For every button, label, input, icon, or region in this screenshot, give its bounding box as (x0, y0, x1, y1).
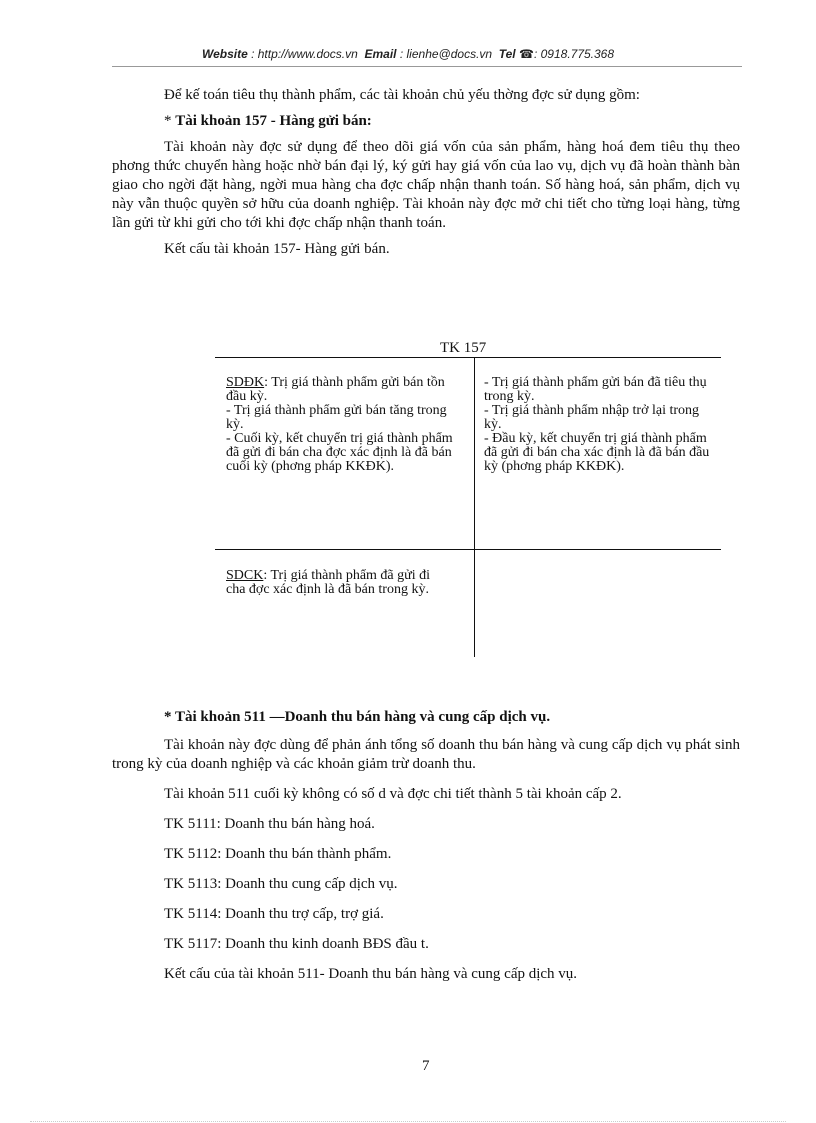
t-account-top-line (215, 357, 721, 358)
t-account-balance-line (215, 549, 721, 550)
credit-sold: - Trị giá thành phẩm gửi bán đã tiêu thụ trong kỳ. (484, 375, 707, 404)
tk157-heading-text: Tài khoản 157 - Hàng gửi bán: (175, 113, 372, 129)
tk511-body: Tài khoản này đợc dùng để phản ánh tổng số doanh thu bán hàng và cung cấp dịch vụ phát sinh trong kỳ của doanh nghiệp và các khoản giảm trừ doanh thu. (112, 737, 740, 772)
email-label: Email (364, 47, 397, 61)
tk511-heading: * Tài khoản 511 —Doanh thu bán hàng và cung cấp dịch vụ. (164, 709, 551, 725)
tk511-block (112, 708, 740, 984)
tel-label: Tel (498, 47, 516, 61)
t-account-debit-side (226, 376, 462, 474)
sub-account-item: TK 5111: Doanh thu bán hàng hoá. (164, 816, 375, 832)
website-url[interactable]: : http://www.docs.vn (251, 47, 358, 61)
tk157-heading (112, 112, 740, 131)
credit-transfer: - Đầu kỳ, kết chuyển trị giá thành phẩm đã gửi đi bán cha xác định là đã bán đầu kỳ (phơng pháp KKĐK). (484, 431, 710, 474)
debit-opening-balance (226, 376, 462, 404)
tk511-detail: Tài khoản 511 cuối kỳ không có số d và đợc chi tiết thành 5 tài khoản cấp 2. (164, 786, 622, 802)
sddk-label: SDĐK (226, 375, 265, 390)
tk157-structure: Kết cấu tài khoản 157- Hàng gửi bán. (164, 241, 390, 257)
sdck-text: : Trị giá thành phẩm đã gửi đi cha đợc xác định là đã bán trong kỳ. (226, 568, 430, 597)
tel-value: : 0918.775.368 (533, 47, 615, 61)
phone-icon: ☎ (519, 47, 534, 61)
t-account-title: TK 157 (440, 340, 487, 356)
tk157-body: Tài khoản này đợc sử dụng để theo dõi giá vốn của sản phẩm, hàng hoá đem tiêu thụ theo phơng thức chuyển hàng hoặc nhờ bán đại lý, ký gửi hay giá vốn của lao vụ, dịch vụ đã hoàn thành bàn giao cho ngời đặt hàng, ngời mua hàng cha đợc chấp nhận thanh toán. Số hàng hoá, sản phẩm, dịch vụ này vẫn thuộc quyền sở hữu của doanh nghiệp. Tài khoản này đợc mở chi tiết cho từng loại hàng, từng lần gửi từ khi gửi cho tới khi đợc chấp nhận thanh toán. (112, 139, 740, 231)
t-account-credit-side (484, 376, 714, 474)
website-label: Website (201, 47, 248, 61)
footer-divider (30, 1121, 786, 1122)
sub-account-item: TK 5114: Doanh thu trợ cấp, trợ giá. (164, 906, 384, 922)
intro-block (112, 86, 740, 259)
page-number: 7 (422, 1058, 430, 1074)
t-account-closing-balance (226, 569, 450, 597)
sddk-text: : Trị giá thành phẩm gửi bán tồn đầu kỳ. (226, 375, 445, 404)
page-header (0, 47, 816, 61)
sub-account-item: TK 5112: Doanh thu bán thành phẩm. (164, 846, 392, 862)
header-divider (112, 66, 742, 67)
sub-account-item: TK 5113: Doanh thu cung cấp dịch vụ. (164, 876, 398, 892)
debit-transfer: - Cuối kỳ, kết chuyển trị giá thành phẩm đã gửi đi bán cha đợc xác định là đã bán cuối kỳ (phơng pháp KKĐK). (226, 431, 453, 474)
credit-returned: - Trị giá thành phẩm nhập trở lại trong kỳ. (484, 403, 700, 432)
tk511-structure: Kết cấu của tài khoản 511- Doanh thu bán hàng và cung cấp dịch vụ. (164, 966, 578, 982)
debit-increase: - Trị giá thành phẩm gửi bán tăng trong kỳ. (226, 403, 447, 432)
star-bullet: * (164, 113, 172, 129)
sdck-label: SDCK (226, 568, 264, 583)
sub-account-item: TK 5117: Doanh thu kinh doanh BĐS đầu t. (164, 936, 429, 952)
intro-paragraph: Để kế toán tiêu thụ thành phẩm, các tài khoản chủ yếu thờng đợc sử dụng gồm: (164, 87, 640, 103)
email-value[interactable]: : lienhe@docs.vn (399, 47, 493, 61)
t-account-center-line (474, 357, 475, 657)
